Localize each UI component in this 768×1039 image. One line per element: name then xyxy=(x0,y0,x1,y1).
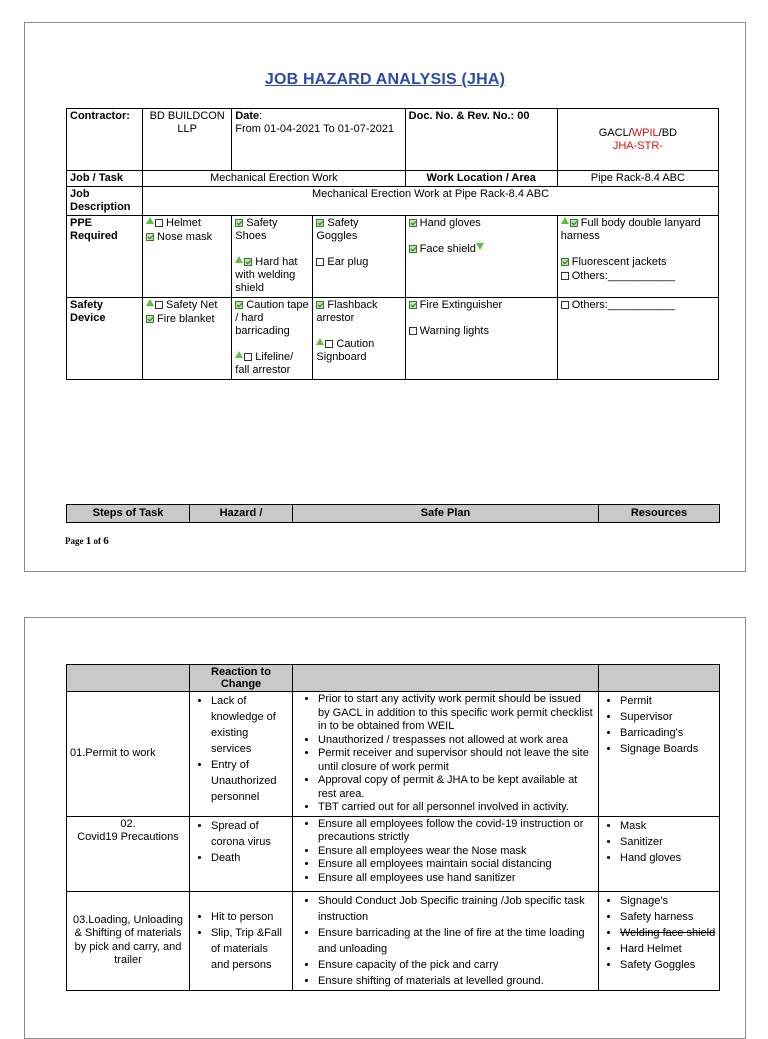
doc-value-suffix: /BD xyxy=(658,126,677,139)
doc-value-line2: JHA-STR- xyxy=(612,139,663,152)
checkbox-icon xyxy=(244,353,252,361)
list-item: • Ensure all employees maintain social distancing xyxy=(318,858,595,872)
document-page-1 xyxy=(24,22,746,572)
checkbox-icon xyxy=(561,272,569,280)
fire-extinguisher-label: Fire Extinguisher xyxy=(419,299,503,311)
plan-col-header xyxy=(293,665,599,692)
contractor-label: Contractor: xyxy=(67,109,143,171)
page-label: Page xyxy=(65,536,86,546)
job-description-value: Mechanical Erection Work at Pipe Rack-8.4 ABC xyxy=(143,187,719,216)
flashback-arrestor xyxy=(316,299,401,325)
fire-blanket xyxy=(146,313,228,326)
work-location-label: Work Location / Area xyxy=(405,171,557,187)
ppe-hard-hat xyxy=(235,256,309,295)
ppe-safety-shoes-label: Safety Shoes xyxy=(235,217,278,242)
safety-col-2 xyxy=(232,298,313,380)
ppe-col-1 xyxy=(143,216,232,298)
ppe-nose-mask-label: Nose mask xyxy=(157,231,213,243)
fire-extinguisher xyxy=(409,299,554,312)
flashback-label: Flashback arrestor xyxy=(316,299,378,324)
ppe-face-shield xyxy=(409,243,554,256)
checked-checkbox-icon xyxy=(409,301,417,309)
checkbox-icon xyxy=(325,340,333,348)
list-item: • Sanitizer xyxy=(620,834,716,850)
resources-col-header xyxy=(599,665,720,692)
checked-checkbox-icon xyxy=(235,219,243,227)
list-item: • Barricading's xyxy=(620,725,716,741)
ppe-hand-gloves-label: Hand gloves xyxy=(419,217,481,229)
safety-others-label: Others:___________ xyxy=(571,299,676,311)
hazard-header: Hazard / xyxy=(190,505,293,523)
checkbox-icon xyxy=(155,301,163,309)
safety-net xyxy=(146,299,228,312)
step-number: 02. xyxy=(120,817,136,830)
doc-value-red: WPIL xyxy=(631,126,659,139)
resources-cell xyxy=(599,692,720,817)
caution-tape-label: Caution tape / hard barricading xyxy=(235,299,309,337)
list-item: • Ensure all employees follow the covid-19 instruction or precautions strictly xyxy=(318,818,595,845)
ppe-hard-hat-label: Hard hat with welding shield xyxy=(235,256,298,294)
list-item: • Ensure shifting of materials at levelled ground. xyxy=(318,973,595,989)
doc-value-prefix: GACL/ xyxy=(598,126,632,139)
warning-lights-label: Warning lights xyxy=(419,325,489,337)
ppe-ear-plug xyxy=(316,256,401,269)
checked-checkbox-icon xyxy=(146,315,154,323)
list-item: • Hard Helmet xyxy=(620,941,716,957)
ppe-helmet-label: Helmet xyxy=(166,217,201,229)
table-row xyxy=(67,692,720,817)
checkbox-icon xyxy=(409,327,417,335)
resources-header: Resources xyxy=(599,505,720,523)
hazard-cell xyxy=(190,692,293,817)
pin-icon xyxy=(146,217,154,224)
ppe-others xyxy=(561,270,715,283)
list-item: • Ensure all employees wear the Nose mask xyxy=(318,845,595,859)
ppe-col-3 xyxy=(313,216,405,298)
list-item: • Hand gloves xyxy=(620,850,716,866)
pin-icon xyxy=(316,338,324,345)
pin-icon xyxy=(235,256,243,263)
warning-lights xyxy=(409,325,554,338)
safety-col-5 xyxy=(557,298,718,380)
ppe-safety-shoes xyxy=(235,217,309,243)
pin-icon xyxy=(561,217,569,224)
contractor-value: BD BUILDCON LLP xyxy=(143,109,232,171)
list-item: • Ensure all employees use hand sanitizer xyxy=(318,872,595,886)
checked-checkbox-icon xyxy=(561,258,569,266)
document-page-2 xyxy=(24,617,746,1039)
date-label: Date xyxy=(235,110,260,122)
checkbox-icon xyxy=(561,301,569,309)
ppe-full-body-label: Full body double lanyard harness xyxy=(560,217,701,242)
safety-col-3 xyxy=(313,298,405,380)
safety-others xyxy=(561,299,715,312)
ppe-safety-goggles xyxy=(316,217,401,243)
ppe-hand-gloves xyxy=(409,217,554,230)
pin-icon xyxy=(146,299,154,306)
ppe-helmet xyxy=(146,217,228,230)
table-row xyxy=(67,816,720,891)
safety-col-4 xyxy=(405,298,557,380)
ppe-face-shield-label: Face shield xyxy=(419,243,476,255)
ppe-full-body xyxy=(561,217,715,243)
list-item: • Safety Goggles xyxy=(620,957,716,973)
list-item: • Signage Boards xyxy=(620,741,716,757)
ppe-col-5 xyxy=(557,216,718,298)
jha-steps-table xyxy=(66,664,720,991)
steps-header-table xyxy=(66,504,720,523)
jha-header-table xyxy=(66,108,719,380)
ppe-fluorescent-label: Fluorescent jackets xyxy=(571,256,667,268)
table-row xyxy=(67,891,720,990)
list-item: • Safety harness xyxy=(620,909,716,925)
checked-checkbox-icon xyxy=(244,258,252,266)
safety-col-1 xyxy=(143,298,232,380)
checkbox-icon xyxy=(155,219,163,227)
list-item: • Ensure capacity of the pick and carry xyxy=(318,957,595,973)
document-title: JOB HAZARD ANALYSIS (JHA) xyxy=(264,71,506,88)
ppe-nose-mask xyxy=(146,231,228,244)
caution-signboard xyxy=(316,338,401,364)
job-task-value: Mechanical Erection Work xyxy=(143,171,406,187)
checked-checkbox-icon xyxy=(409,219,417,227)
ppe-label: PPE Required xyxy=(67,216,143,298)
list-item: • Mask xyxy=(620,818,716,834)
hazard-cell xyxy=(190,816,293,891)
resources-cell xyxy=(599,816,720,891)
checked-checkbox-icon xyxy=(235,301,243,309)
ppe-col-4 xyxy=(405,216,557,298)
caution-signboard-label: Caution Signboard xyxy=(316,338,375,363)
date-cell xyxy=(232,109,405,171)
lifeline-label: Lifeline/ fall arrestor xyxy=(235,351,294,376)
date-colon: : xyxy=(259,110,263,122)
lifeline xyxy=(235,351,309,377)
checked-checkbox-icon xyxy=(409,245,417,253)
list-item: • Hit to person xyxy=(211,909,289,925)
checked-checkbox-icon xyxy=(146,233,154,241)
ppe-ear-plug-label: Ear plug xyxy=(327,256,369,268)
page-total: 6 xyxy=(103,535,109,547)
job-task-label: Job / Task xyxy=(67,171,143,187)
steps-of-task-header: Steps of Task xyxy=(67,505,190,523)
ppe-fluorescent xyxy=(561,256,715,269)
page-number xyxy=(65,535,109,547)
list-item: • TBT carried out for all personnel involved in activity. xyxy=(318,801,595,815)
pin-icon xyxy=(235,351,243,358)
page-of-label: of xyxy=(91,536,104,546)
doc-number-value xyxy=(557,109,718,171)
checked-checkbox-icon xyxy=(316,301,324,309)
plan-cell xyxy=(293,891,599,990)
step-title: Covid19 Precautions xyxy=(77,831,179,843)
list-item: • Approval copy of permit & JHA to be kept available at rest area. xyxy=(318,774,595,801)
date-value: From 01-04-2021 To 01-07-2021 xyxy=(235,123,395,135)
list-item: • Death xyxy=(211,850,289,866)
ppe-others-label: Others:___________ xyxy=(571,270,676,282)
safety-net-label: Safety Net xyxy=(166,299,218,311)
step-cell: 03.Loading, Unloading & Shifting of materials by pick and carry, and trailer xyxy=(67,891,190,990)
list-item: • Supervisor xyxy=(620,709,716,725)
checkbox-icon xyxy=(316,258,324,266)
job-description-label: Job Description xyxy=(67,187,143,216)
hazard-cell xyxy=(190,891,293,990)
fire-blanket-label: Fire blanket xyxy=(157,313,215,325)
work-location-value: Pipe Rack-8.4 ABC xyxy=(557,171,718,187)
caution-tape xyxy=(235,299,309,338)
steps-col-header xyxy=(67,665,190,692)
ppe-safety-goggles-label: Safety Goggles xyxy=(316,217,359,242)
list-item: • Unauthorized / trespasses not allowed at work area xyxy=(318,734,595,748)
resources-cell xyxy=(599,891,720,990)
list-item: • Permit xyxy=(620,693,716,709)
safety-device-label: Safety Device xyxy=(67,298,143,380)
list-item: • Ensure barricading at the line of fire at the time loading and unloading xyxy=(318,925,595,957)
reaction-col-header: Reaction to Change xyxy=(190,665,293,692)
list-item: • Prior to start any activity work permit should be issued by GACL in addition to this specific work permit checklist in to be obtained from WEIL xyxy=(318,693,595,734)
step-cell xyxy=(67,816,190,891)
list-item: • Signage's xyxy=(620,893,716,909)
plan-cell xyxy=(293,816,599,891)
step-cell: 01.Permit to work xyxy=(67,692,190,817)
safe-plan-header: Safe Plan xyxy=(293,505,599,523)
ppe-col-2 xyxy=(232,216,313,298)
pin-icon xyxy=(476,243,484,250)
doc-number-label: Doc. No. & Rev. No.: 00 xyxy=(405,109,557,171)
checked-checkbox-icon xyxy=(316,219,324,227)
list-item: • Lack of knowledge of existing services xyxy=(211,693,289,757)
list-item: • Entry of Unauthorized personnel xyxy=(211,757,289,805)
plan-cell xyxy=(293,692,599,817)
list-item: • Slip, Trip &Fall of materials and persons xyxy=(211,925,289,973)
list-item: • Welding face shield xyxy=(620,925,716,941)
page-current: 1 xyxy=(85,535,92,547)
list-item: • Should Conduct Job Specific training /Job specific task instruction xyxy=(318,893,595,925)
list-item: • Spread of corona virus xyxy=(211,818,289,850)
list-item: • Permit receiver and supervisor should not leave the site until closure of work permit xyxy=(318,747,595,774)
checked-checkbox-icon xyxy=(570,219,578,227)
